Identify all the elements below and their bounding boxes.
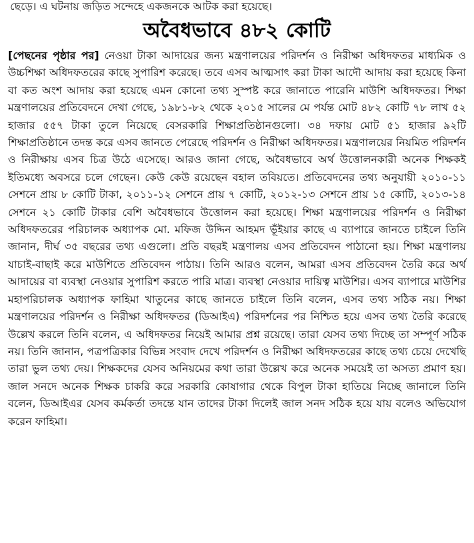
article-headline: অবৈধভাবে ৪৮২ কোটি xyxy=(143,18,331,42)
article-body-text: নেওয়া টাকা আদায়ের জন্য মন্ত্রণালয়ের পরিদর্শন ও নিরীক্ষা অধিদফতর মাধ্যমিক ও উচ্চশিক্ষা অধিদফতরের কাছে সুপারিশ করেছে। তবে এসব আত্মসাৎ করা টাকা আদৌ আদায় করা হয়েছে কিনা বা কত অংশ আদায় করা হয়েছে এমন কোনো তথ্য সুস্পষ্ট করে জানাতে পারেনি মাউশি অধিদফতর। শিক্ষা মন্ত্রণালয়ের প্রতিবেদনে দেখা গেছে, ১৯৮১-৮২ থেকে ২০১৫ সালের মে পর্যন্ত মোট ৪৮২ কোটি ৭৮ লাখ ৫২ হাজার ৫৫৭ টাকা তুলে নিয়েছে বেসরকারি শিক্ষাপ্রতিষ্ঠানগুলো। ৩৪ দফায় মোট ৫১ হাজার ৯২টি শিক্ষাপ্রতিষ্ঠানে তদন্ত করে এসব জানতে পেরেছে পরিদর্শন ও নিরীক্ষা অধিদফতর। মন্ত্রণালয়ের নিয়মিত পরিদর্শন ও নিরীক্ষায় এসব চিত্র উঠে এসেছে। আরও জানা গেছে, অবৈধভাবে অর্থ উত্তোলনকারী অনেক শিক্ষকই ইতিমধ্যে অবসরে চলে গেছেন। কেউ কেউ রয়েছেন বহাল তবিয়তে। প্রতিবেদনের তথ্য অনুযায়ী ২০১০-১১ সেশনে প্রায় ৮ কোটি টাকা, ২০১১-১২ সেশনে প্রায় ৭ কোটি, ২০১২-১৩ সেশনে প্রায় ১৫ কোটি, ২০১৩-১৪ সেশনে ২১ কোটি টাকার বেশি অবৈধভাবে উত্তোলন করা হয়েছে। শিক্ষা মন্ত্রণালয়ের পরিদর্শন ও নিরীক্ষা অধিদফতরের পরিচালক অধ্যাপক মো. মফিজ উদ্দিন আহমদ ভূঁইয়ার কাছে এ ব্যাপারে জানতে চাইলে তিনি জানান, দীর্ঘ ৩৫ বছরের তথ্য এগুলো। প্রতি বছরই মন্ত্রণালয় এসব প্রতিবেদন পাঠানো হয়। শিক্ষা মন্ত্রণালয় যাচাই-বাছাই করে মাউশিতে প্রতিবেদন পাঠায়। তিনি আরও বলেন, আমরা এসব প্রতিবেদন তৈরি করে অর্থ আদায়ের বা ব্যবস্থা নেওয়ার সুপারিশ করতে পারি মাত্র। ব্যবস্থা নেওয়ার দায়িত্ব মাউশির। এসব ব্যাপারে মাউশির মহাপরিচালক অধ্যাপক ফাহিমা খাতুনের কাছে জানতে চাইলে তিনি বলেন, এসব তথ্য সঠিক নয়। শিক্ষা মন্ত্রণালয়ের পরিদর্শন ও নিরীক্ষা অধিদফতর (ডিআইএ) পরিদর্শনের পর নিশ্চিত হয়ে এসব তথ্য তৈরি করেছে উল্লেখ করলে তিনি বলেন, এ অধিদফতর নিয়েই আমার প্রশ্ন রয়েছে। তারা যেসব তথ্য দিচ্ছে তা সম্পূর্ণ সঠিক নয়। তিনি জানান, পত্রপত্রিকার বিভিন্ন সংবাদ দেখে পরিদর্শন ও নিরীক্ষা অধিদফতরের কাছে তথ্য চেয়ে দেখেছি তারা ভুল তথ্য দেয়। শিক্ষকদের যেসব অনিয়মের কথা তারা উল্লেখ করে অনেক সময়েই তা অসত্য প্রমাণ হয়। জাল সনদে অনেক শিক্ষক চাকরি করে সরকারি কোষাগার থেকে বিপুল টাকা হাতিয়ে নিচ্ছে জানালে তিনি বলেন, ডিআইএর যেসব কর্মকর্তা তদন্তে যান তাদের টাকা দিলেই জাল সনদ সঠিক হয়ে যায় বলেও অভিযোগ করেন ফাহিমা। xyxy=(8,50,466,428)
previous-article-tail: ছেড়ে। এ ঘটনায় জড়িত সন্দেহে একজনকে আটক করা হয়েছে। xyxy=(10,1,273,13)
continuation-label: [পেছনের পৃষ্ঠার পর] xyxy=(8,50,100,62)
article-body xyxy=(6,48,468,431)
